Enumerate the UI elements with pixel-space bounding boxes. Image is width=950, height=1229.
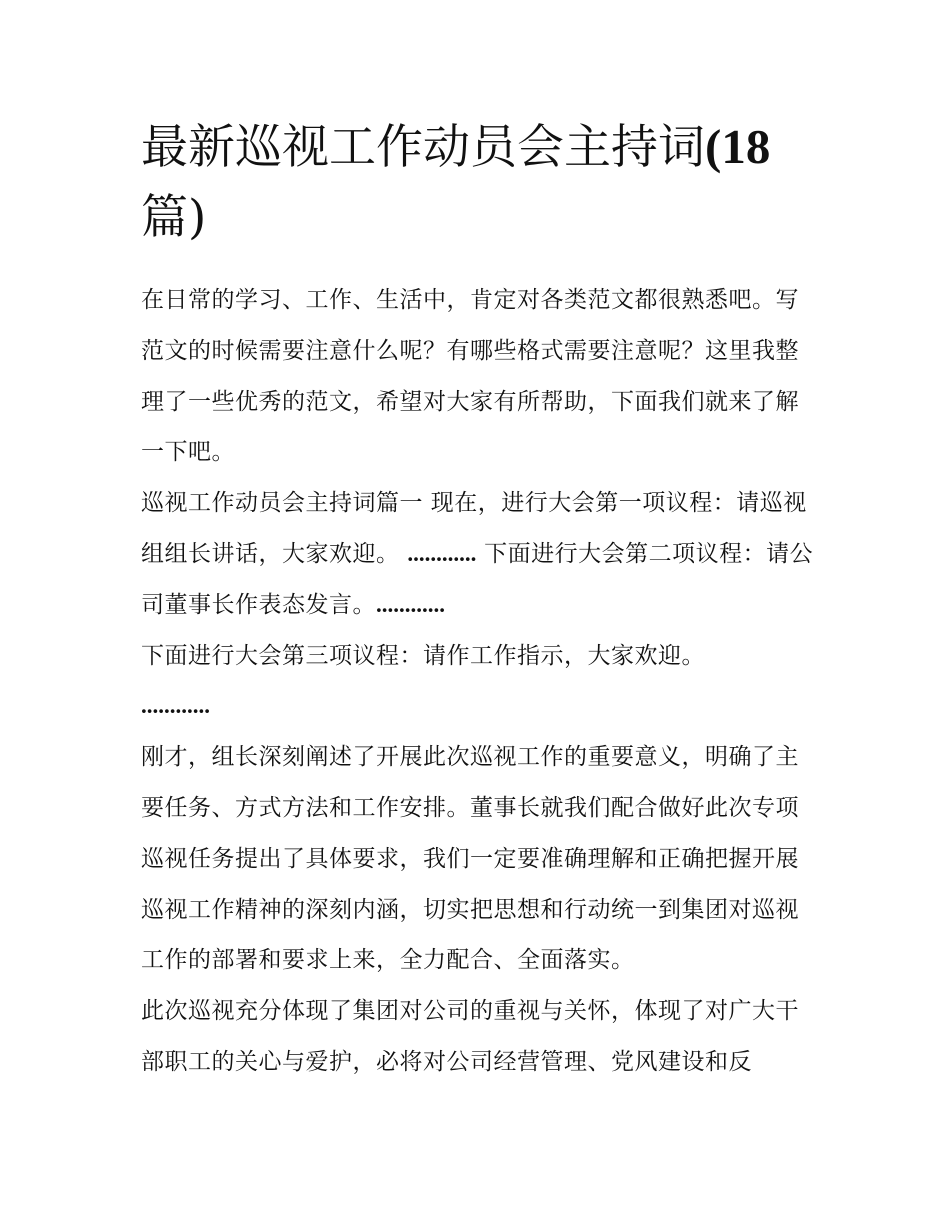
document-title [141, 112, 817, 253]
intro-paragraph: 在日常的学习、工作、生活中，肯定对各类范文都很熟悉吧。写范文的时候需要注意什么呢？有哪些格式需要注意呢？这里我整理了一些优秀的范文，希望对大家有所帮助，下面我们就来了解一下吧。 [141, 287, 799, 466]
ellipsis-line [141, 681, 817, 732]
document-page [141, 112, 817, 1088]
title-count: (18 [705, 119, 771, 174]
significance-paragraph: 此次巡视充分体现了集团对公司的重视与关怀，体现了对广大干部职工的关心与爱护，必将对公司经营管理、党风建设和反 [141, 998, 799, 1075]
agenda-text-1: 巡视工作动员会主持词篇一 现在，进行大会第一项议程：请巡视组组长讲话，大家欢迎。 [141, 490, 807, 567]
agenda-paragraph-3: 下面进行大会第三项议程：请作工作指示，大家欢迎。 [141, 642, 705, 669]
agenda-paragraph-1 [141, 478, 817, 630]
agenda-text-2: 下面进行大会第二项议程：请公司董事长作表态发言。 [141, 540, 814, 618]
ellipsis-dots: ............ [376, 591, 445, 617]
title-chinese: 最新巡视工作动员会主持词 [141, 120, 705, 175]
ellipsis-dots: ............ [407, 540, 477, 566]
summary-paragraph: 刚才，组长深刻阐述了开展此次巡视工作的重要意义，明确了主要任务、方式方法和工作安排。董事长就我们配合做好此次专项巡视任务提出了具体要求，我们一定要准确理解和正确把握开展巡视工作精神的深刻内涵，切实把思想和行动统一到集团对巡视工作的部署和要求上来，全力配合、全面落实。 [141, 744, 799, 974]
ellipsis-dots: ............ [141, 693, 210, 719]
title-tail: 篇) [141, 190, 207, 245]
